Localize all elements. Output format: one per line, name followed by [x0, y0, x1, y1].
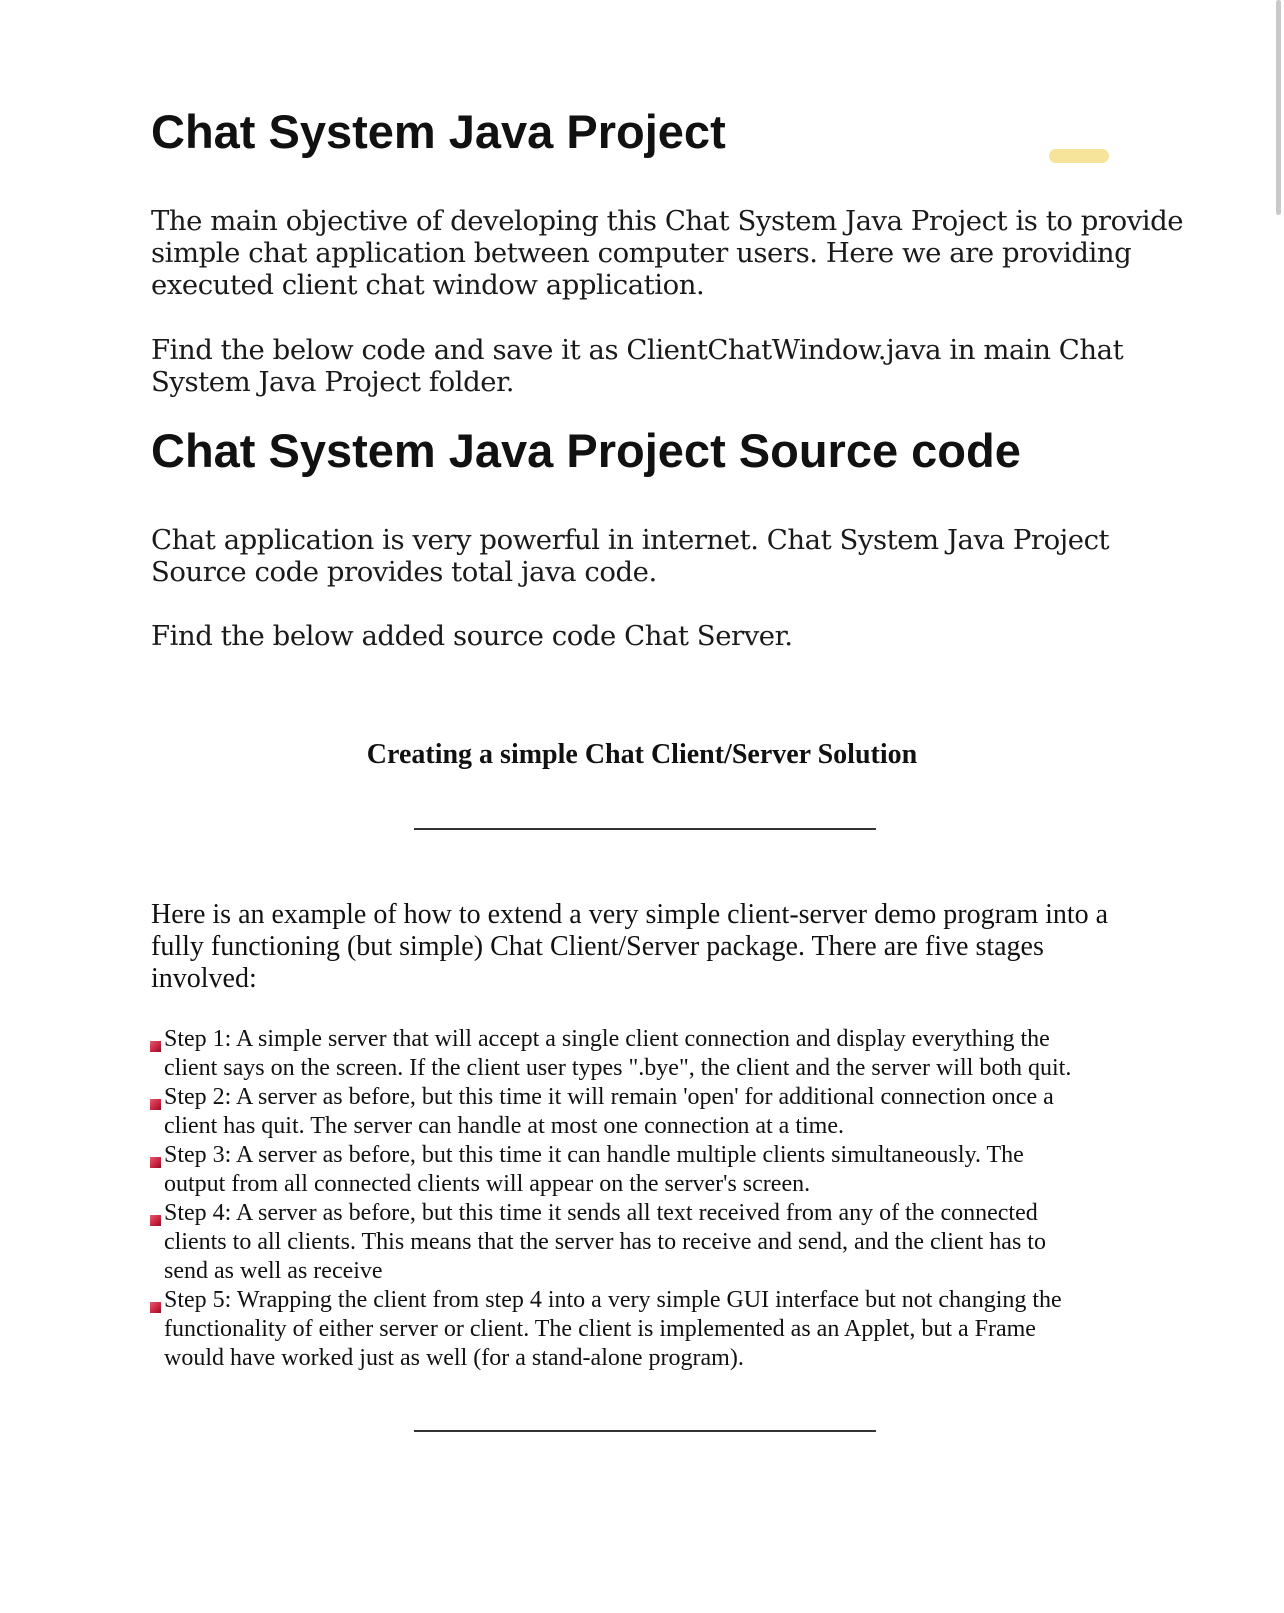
- find-server-paragraph: [151, 620, 1161, 652]
- find-client-line: Find the below code and save it as ClientChatWindow.java in main Chat: [151, 334, 1124, 366]
- source-code-heading: Chat System Java Project Source code: [151, 424, 1021, 477]
- section-title: Creating a simple Chat Client/Server Solution: [366, 739, 918, 770]
- step-item: [150, 1025, 1160, 1083]
- step-item: [150, 1199, 1160, 1286]
- find-client-line: System Java Project folder.: [151, 366, 515, 398]
- divider-bottom: [414, 1430, 876, 1432]
- page-title: Chat System Java Project: [151, 105, 726, 158]
- step-line: functionality of either server or client. The client is implemented as an Applet, but a Frame: [164, 1316, 1036, 1342]
- step-line: Step 2: A server as before, but this time it will remain 'open' for additional connection once a: [164, 1084, 1054, 1110]
- example-line: involved:: [151, 963, 257, 994]
- red-square-bullet-icon: [150, 1041, 161, 1052]
- step-line: Step 1: A simple server that will accept a single client connection and display everything the: [164, 1026, 1050, 1052]
- step-line: client has quit. The server can handle at most one connection at a time.: [164, 1113, 844, 1139]
- source-intro-line: Chat application is very powerful in internet. Chat System Java Project: [151, 524, 1110, 556]
- example-line: fully functioning (but simple) Chat Client/Server package. There are five stages: [151, 931, 1044, 962]
- source-intro-paragraph: [151, 524, 1161, 588]
- find-client-paragraph: [151, 334, 1161, 398]
- steps-list: [150, 1025, 1160, 1373]
- step-item: [150, 1083, 1160, 1141]
- step-item: [150, 1286, 1160, 1373]
- step-item: [150, 1141, 1160, 1199]
- red-square-bullet-icon: [150, 1302, 161, 1313]
- red-square-bullet-icon: [150, 1099, 161, 1110]
- step-line: Step 3: A server as before, but this time it can handle multiple clients simultaneously. The: [164, 1142, 1024, 1168]
- intro-line: executed client chat window application.: [151, 269, 705, 301]
- source-intro-line: Source code provides total java code.: [151, 556, 657, 588]
- step-line: send as well as receive: [164, 1258, 383, 1284]
- step-line: output from all connected clients will appear on the server's screen.: [164, 1171, 811, 1197]
- divider-top: [414, 828, 876, 830]
- step-line: clients to all clients. This means that the server has to receive and send, and the client has to: [164, 1229, 1046, 1255]
- intro-line: simple chat application between computer users. Here we are providing: [151, 237, 1132, 269]
- step-line: would have worked just as well (for a stand-alone program).: [164, 1345, 744, 1371]
- example-line: Here is an example of how to extend a very simple client-server demo program into a: [151, 899, 1109, 930]
- intro-paragraph: [151, 205, 1184, 301]
- intro-line: The main objective of developing this Chat System Java Project is to provide: [151, 205, 1184, 237]
- find-server-line: Find the below added source code Chat Server.: [151, 620, 793, 652]
- vertical-scrollbar[interactable]: [1276, 0, 1281, 215]
- example-paragraph: [151, 899, 1161, 995]
- step-line: client says on the screen. If the client user types ".bye", the client and the server will both quit.: [164, 1055, 1072, 1081]
- step-line: Step 5: Wrapping the client from step 4 into a very simple GUI interface but not changing the: [164, 1287, 1062, 1313]
- step-line: Step 4: A server as before, but this time it sends all text received from any of the connected: [164, 1200, 1038, 1226]
- highlighter-mark: [1049, 149, 1109, 163]
- red-square-bullet-icon: [150, 1215, 161, 1226]
- red-square-bullet-icon: [150, 1157, 161, 1168]
